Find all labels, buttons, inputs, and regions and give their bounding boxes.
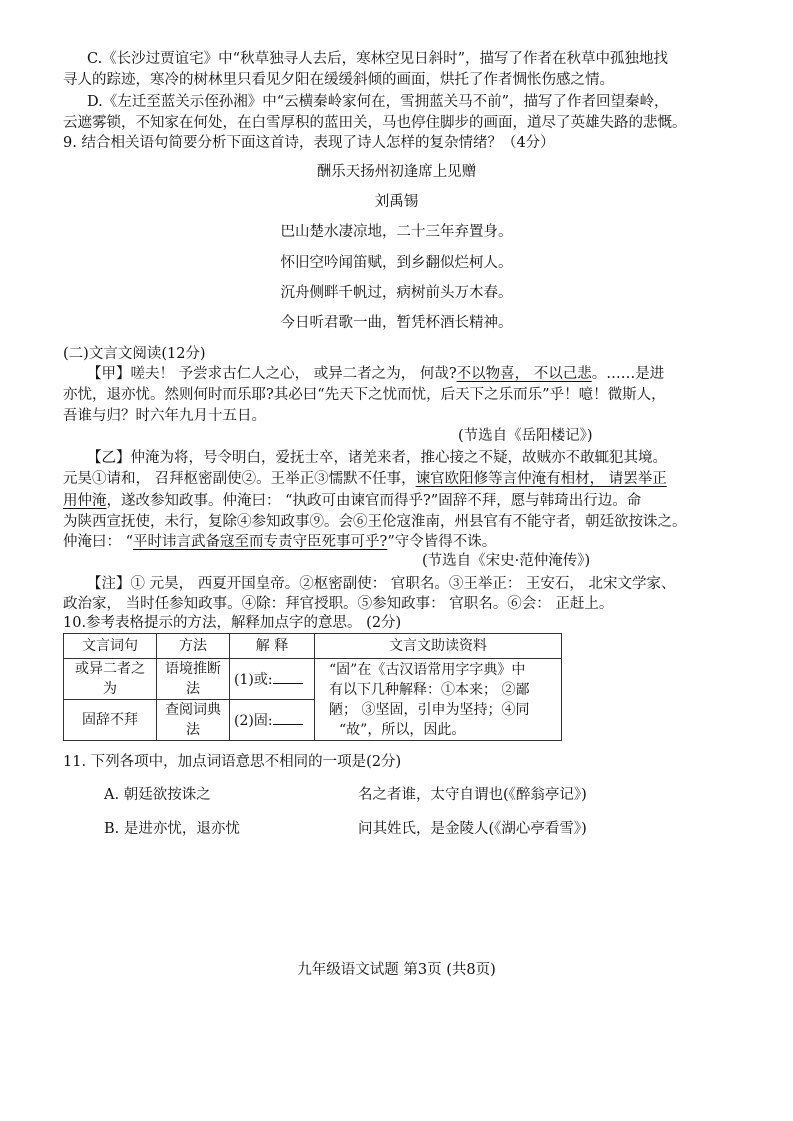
table-cell-method: 查阅词典法 bbox=[157, 700, 230, 741]
poem-line: 巴山楚水凄凉地，二十三年弃置身。 bbox=[280, 224, 513, 240]
phrase-text: 固辞不拜 bbox=[82, 712, 138, 728]
poem-line: 沉舟侧畔千帆过，病树前头万木春。 bbox=[280, 285, 513, 301]
option-a-right: 名之者谁，太守自谓也(《醉翁亭记》) bbox=[358, 787, 587, 803]
table-cell-answer bbox=[230, 700, 315, 741]
option-c-line1: C.《长沙过贾谊宅》中“秋草独寻人去后，寒林空见日斜时”，描写了作者在秋草中孤独地找 bbox=[87, 51, 669, 67]
option-b-left: B. 是进亦忧，退亦忧 bbox=[104, 821, 240, 837]
poem-author: 刘禹锡 bbox=[374, 194, 419, 210]
yi-text: ，遂改参知政事。仲淹曰： “执政可由谏官而得乎?”固辞不拜，愿与韩琦出行边。命 bbox=[106, 493, 642, 509]
reference-line: 有以下几种解释：①本来； ②鄙 bbox=[329, 681, 530, 698]
yi-underlined: 用仲淹 bbox=[63, 493, 107, 509]
yi-line1: 【乙】仲淹为将，号令明白，爱抚士卒，诸羌来者，推心接之不疑，故贼亦不敢辄犯其境。 bbox=[87, 450, 667, 466]
note-line1: 【注】① 元昊， 西夏开国皇帝。②枢密副使： 官职名。③王举正： 王安石， 北宋文学家、 bbox=[87, 576, 676, 592]
jia-text: 【甲】嗟夫！ 予尝求古仁人之心， 或异二者之为， 何哉? bbox=[87, 366, 457, 382]
blank-label: (1)或: bbox=[234, 671, 273, 688]
poem-title: 酬乐天扬州初逢席上见赠 bbox=[316, 164, 477, 180]
blank-label: (2)固: bbox=[234, 712, 273, 729]
yi-line3 bbox=[63, 491, 641, 511]
reference-line: “故”，所以，因此。 bbox=[339, 721, 466, 738]
yi-underlined: 平时讳言武备寇至而专责守臣死事可乎? bbox=[133, 534, 388, 550]
yi-line5 bbox=[63, 532, 496, 552]
option-d-line1: D.《左迁至蓝关示侄孙湘》中“云横秦岭家何在，雪拥蓝关马不前”，描写了作者回望秦岭， bbox=[87, 94, 669, 110]
option-d-line2: 云遮雾锁，不知家在何处，在白雪厚积的蓝田关，马也停住脚步的画面，道尽了英雄失路的悲慨。 bbox=[63, 115, 687, 131]
jia-source: (节选自《岳阳楼记》) bbox=[458, 428, 593, 444]
option-a-left: A. 朝廷欲按诛之 bbox=[104, 787, 211, 803]
phrase-text: 或异二者之 bbox=[75, 661, 145, 677]
q9-prompt: 9. 结合相关语句简要分析下面这首诗，表现了诗人怎样的复杂情绪？（4分） bbox=[63, 135, 555, 151]
section-heading: (二)文言文阅读(12分) bbox=[63, 346, 206, 362]
option-c-line2: 寻人的踪迹，寒冷的树林里只看见夕阳在缓缓斜倾的画面，烘托了作者惆怅伤感之情。 bbox=[63, 72, 614, 88]
jia-line1 bbox=[87, 364, 664, 384]
table-cell-phrase bbox=[64, 700, 157, 741]
yi-text: 仲淹曰： “ bbox=[63, 534, 134, 550]
answer-blank[interactable] bbox=[273, 710, 303, 725]
note-line2: 政治家， 当时任参知政事。④除：拜官授职。⑤参知政事： 官职名。⑥会： 正赶上。 bbox=[63, 596, 614, 612]
table-row bbox=[64, 659, 562, 700]
jia-line3: 吾谁与归？时六年九月十五日。 bbox=[63, 408, 266, 424]
yi-underlined: 谏官欧阳修等言仲淹有相材， 请罢举正 bbox=[415, 471, 667, 487]
reference-line: 陋； ③坚固，引申为坚持；④同 bbox=[329, 701, 530, 718]
table-header: 文言词句 bbox=[64, 634, 157, 659]
option-b-right: 问其姓氏，是金陵人(《湖心亭看雪》) bbox=[358, 821, 587, 837]
yi-source: (节选自《宋史·范仲淹传》) bbox=[422, 553, 591, 569]
table-cell-answer bbox=[230, 659, 315, 700]
q11-prompt: 11. 下列各项中，加点词语意思不相同的一项是(2分) bbox=[63, 754, 402, 770]
jia-underlined: 不以物喜， 不以己悲 bbox=[456, 366, 592, 382]
yi-text: 元昊①请和， 召拜枢密副使②。王举正③懦默不任事， bbox=[63, 471, 416, 487]
q10-prompt: 10.参考表格提示的方法，解释加点字的意思。 (2分) bbox=[63, 615, 402, 631]
yi-line4: 为陕西宣抚使，未行，复除④参知政事⑨。会⑥王伦寇淮南，州县官有不能守者，朝廷欲按诛之。 bbox=[63, 514, 687, 530]
table-cell-reference bbox=[315, 659, 562, 741]
table-cell-method: 语境推断法 bbox=[157, 659, 230, 700]
poem-line: 怀旧空吟闻笛赋，到乡翻似烂柯人。 bbox=[280, 255, 513, 271]
poem-line: 今日听君歌一曲，暂凭杯酒长精神。 bbox=[280, 315, 513, 331]
yi-text: ”守令皆得不诛。 bbox=[387, 534, 497, 550]
reference-table bbox=[63, 633, 562, 741]
table-header: 方法 bbox=[157, 634, 230, 659]
jia-line2: 亦忧，退亦忧。然则何时而乐耶?其必曰“先天下之忧而忧，后天下之乐而乐”乎！噫！微斯人， bbox=[63, 387, 666, 403]
page-footer: 九年级语文试题 第3页 (共8页) bbox=[297, 962, 496, 978]
answer-blank[interactable] bbox=[273, 669, 303, 684]
yi-line2 bbox=[63, 469, 667, 489]
table-header-row bbox=[64, 634, 562, 659]
jia-text: 。……是进 bbox=[591, 366, 665, 382]
table-header: 文言文助读资料 bbox=[315, 634, 562, 659]
table-header: 解 释 bbox=[230, 634, 315, 659]
reference-line: “固”在《古汉语常用字字典》中 bbox=[329, 661, 526, 678]
phrase-text: 为 bbox=[103, 681, 117, 697]
table-cell-phrase bbox=[64, 659, 157, 700]
